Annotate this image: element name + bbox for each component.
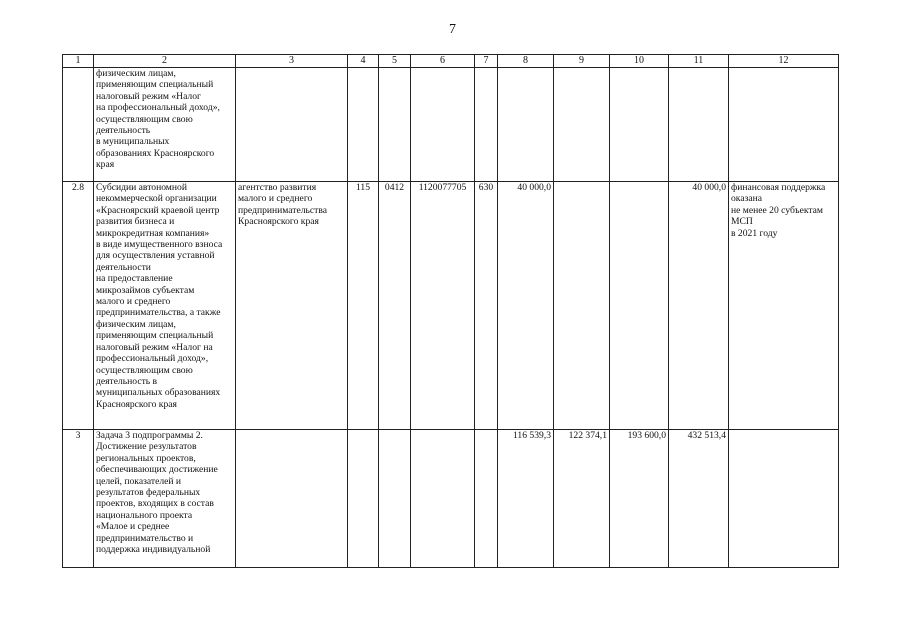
row-2023 (610, 182, 669, 430)
header-cell: 10 (610, 55, 669, 68)
row-number (63, 68, 94, 182)
header-cell: 9 (554, 55, 610, 68)
table-row (63, 68, 839, 182)
row-2023: 193 600,0 (610, 430, 669, 568)
row-executor (236, 68, 348, 182)
row-executor (236, 430, 348, 568)
row-2023 (610, 68, 669, 182)
row-2022 (554, 68, 610, 182)
row-grbs: 115 (348, 182, 379, 430)
row-total: 40 000,0 (669, 182, 729, 430)
row-grbs (348, 68, 379, 182)
row-total (669, 68, 729, 182)
row-total: 432 513,4 (669, 430, 729, 568)
row-2022 (554, 182, 610, 430)
header-cell: 2 (94, 55, 236, 68)
header-cell: 1 (63, 55, 94, 68)
row-number: 3 (63, 430, 94, 568)
table-row (63, 430, 839, 568)
row-vr (475, 68, 498, 182)
header-cell: 4 (348, 55, 379, 68)
row-result (729, 430, 839, 568)
row-vr: 630 (475, 182, 498, 430)
table-row (63, 182, 839, 430)
header-cell: 5 (379, 55, 411, 68)
row-rzpr: 0412 (379, 182, 411, 430)
header-cell: 11 (669, 55, 729, 68)
row-number: 2.8 (63, 182, 94, 430)
row-name: физическим лицам, применяющим специальный налоговый режим «Налог на профессиональный доход», осуществляющим свою деятельность в муниципальных образованиях Красноярского края (94, 68, 236, 182)
row-2021: 40 000,0 (498, 182, 554, 430)
row-2021: 116 539,3 (498, 430, 554, 568)
row-grbs (348, 430, 379, 568)
row-csr (411, 68, 475, 182)
header-cell: 3 (236, 55, 348, 68)
row-vr (475, 430, 498, 568)
row-name: Субсидии автономной некоммерческой организации «Красноярский краевой центр развития бизнеса и микрокредитная компания» в виде имущественного взноса для осуществления уставной деятельности на предоставление микрозаймов субъектам малого и среднего предпринимательства, а также физическим лицам, применяющим специальный налоговый режим «Налог на профессиональный доход», осуществляющим свою деятельность в муниципальных образованиях Красноярского края (94, 182, 236, 430)
row-rzpr (379, 68, 411, 182)
header-cell: 7 (475, 55, 498, 68)
row-csr: 1120077705 (411, 182, 475, 430)
header-row (63, 55, 839, 68)
page-number: 7 (449, 22, 456, 37)
row-rzpr (379, 430, 411, 568)
row-2021 (498, 68, 554, 182)
header-cell: 12 (729, 55, 839, 68)
row-result (729, 68, 839, 182)
header-cell: 6 (411, 55, 475, 68)
row-csr (411, 430, 475, 568)
budget-table (62, 54, 839, 568)
row-name: Задача 3 подпрограммы 2. Достижение результатов региональных проектов, обеспечивающих достижение целей, показателей и результатов федеральных проектов, входящих в состав национального проекта «Малое и среднее предпринимательство и поддержка индивидуальной (94, 430, 236, 568)
header-cell: 8 (498, 55, 554, 68)
row-result: финансовая поддержка оказана не менее 20 субъектам МСП в 2021 году (729, 182, 839, 430)
row-2022: 122 374,1 (554, 430, 610, 568)
row-executor: агентство развития малого и среднего предпринимательства Красноярского края (236, 182, 348, 430)
